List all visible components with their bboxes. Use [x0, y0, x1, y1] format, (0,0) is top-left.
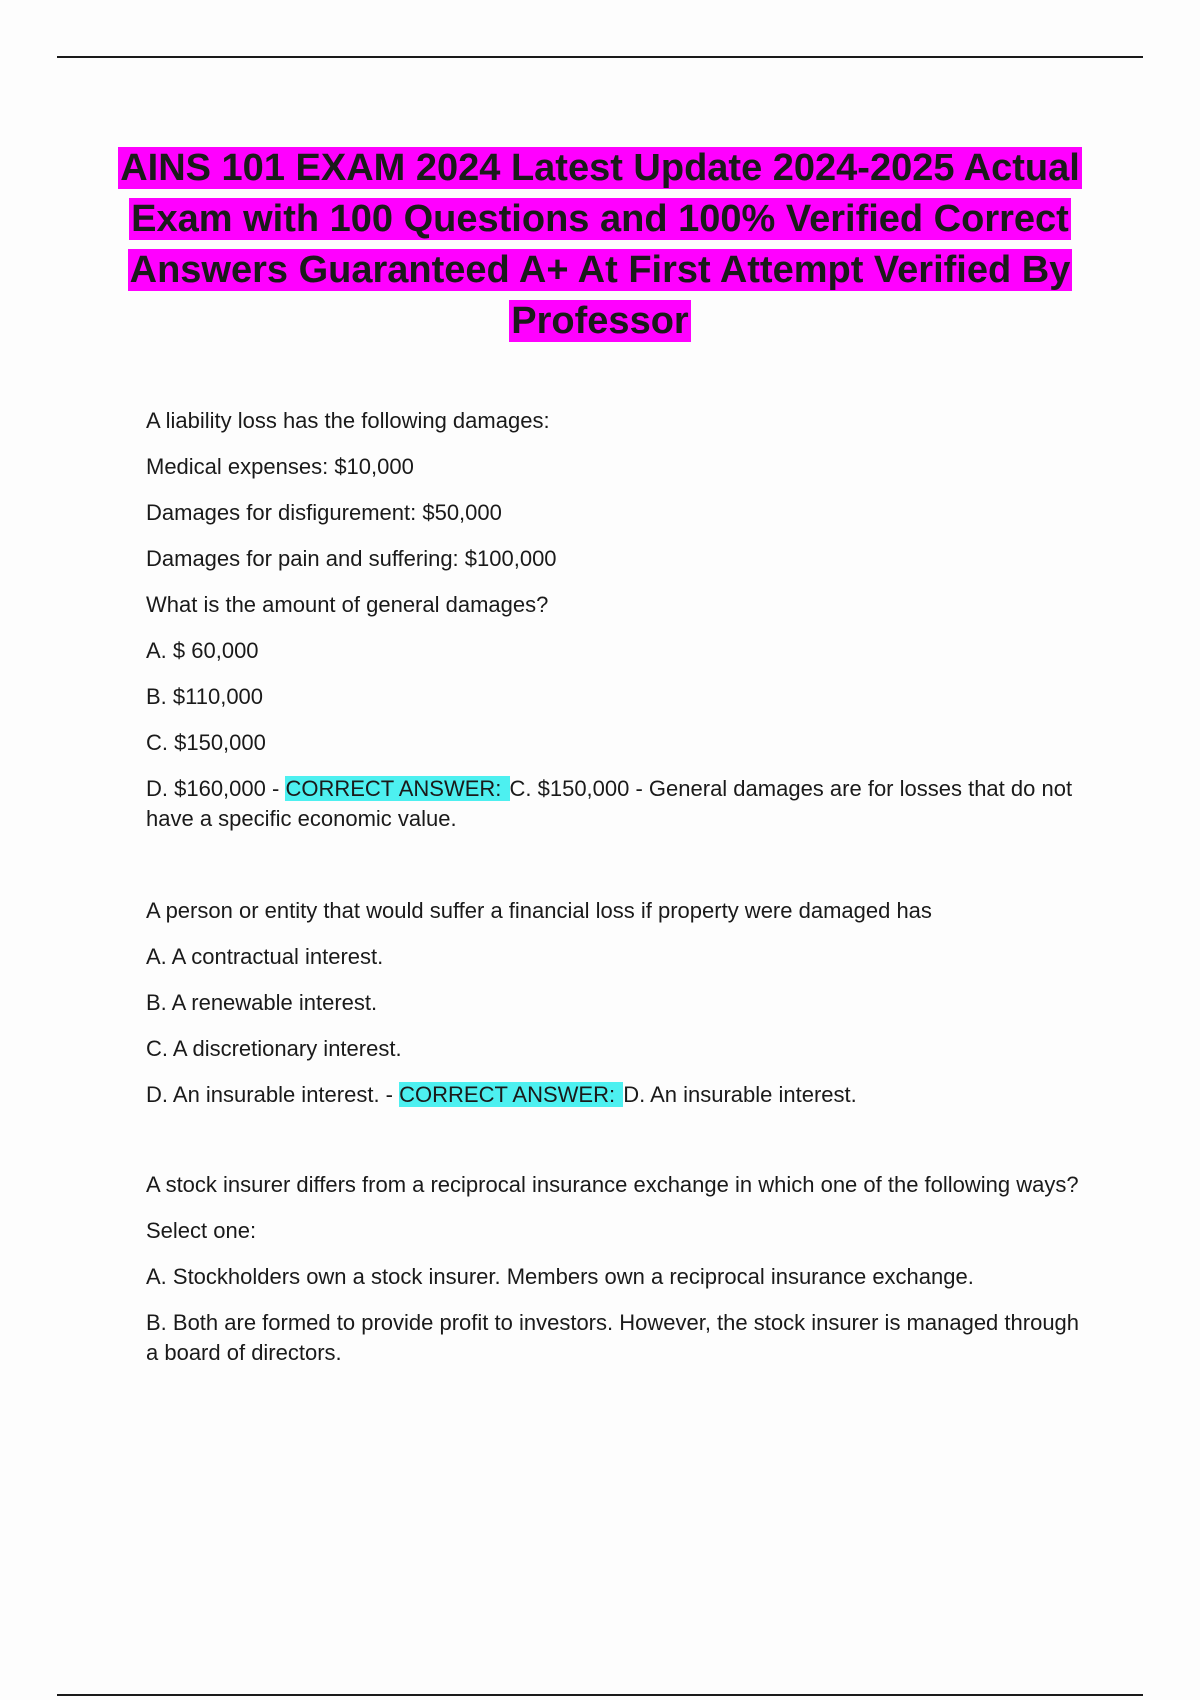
- question-2: [146, 896, 1096, 1110]
- answer-option: C. A discretionary interest.: [146, 1036, 402, 1061]
- answer-option: C. $150,000: [146, 730, 266, 755]
- question-1: [146, 406, 1096, 834]
- answer-option: B. $110,000: [146, 684, 264, 709]
- answer-option: A. A contractual interest.: [146, 944, 384, 969]
- top-rule: [57, 56, 1143, 58]
- correct-answer-label: CORRECT ANSWER:: [285, 776, 508, 801]
- answer-line: [146, 1080, 1096, 1110]
- question-text: Select one:: [146, 1218, 257, 1243]
- answer-option: D. $160,000 -: [146, 776, 286, 801]
- question-spacer: [146, 850, 1096, 896]
- question-spacer: [146, 1126, 1096, 1170]
- correct-answer-text: D. An insurable interest.: [623, 1082, 857, 1107]
- answer-option: D. An insurable interest. -: [146, 1082, 400, 1107]
- question-text: Medical expenses: $10,000: [146, 454, 414, 479]
- question-text: What is the amount of general damages?: [146, 592, 549, 617]
- document-body: [146, 406, 1096, 1384]
- answer-option: A. $ 60,000: [146, 638, 259, 663]
- title-highlight: AINS 101 EXAM 2024 Latest Update 2024-2025 Actual Exam with 100 Questions and 100% Verified Correct Answers Guaranteed A+ At First Attempt Verified By Professor: [120, 147, 1080, 342]
- question-3: [146, 1170, 1096, 1368]
- bottom-rule: [57, 1694, 1143, 1696]
- question-text: A liability loss has the following damages:: [146, 408, 550, 433]
- answer-option: B. Both are formed to provide profit to investors. However, the stock insurer is managed through a board of directors.: [146, 1310, 1080, 1365]
- answer-line: [146, 774, 1096, 834]
- document-title: [100, 143, 1100, 347]
- question-text: A person or entity that would suffer a financial loss if property were damaged has: [146, 898, 932, 923]
- question-text: A stock insurer differs from a reciprocal insurance exchange in which one of the following ways?: [146, 1172, 1079, 1197]
- question-text: Damages for pain and suffering: $100,000: [146, 546, 557, 571]
- correct-answer-text: C. $150,000 - General damages are for losses that do not have a specific economic value.: [146, 776, 1073, 831]
- correct-answer-label: CORRECT ANSWER:: [399, 1082, 622, 1107]
- answer-option: A. Stockholders own a stock insurer. Members own a reciprocal insurance exchange.: [146, 1264, 974, 1289]
- question-text: Damages for disfigurement: $50,000: [146, 500, 502, 525]
- answer-option: B. A renewable interest.: [146, 990, 378, 1015]
